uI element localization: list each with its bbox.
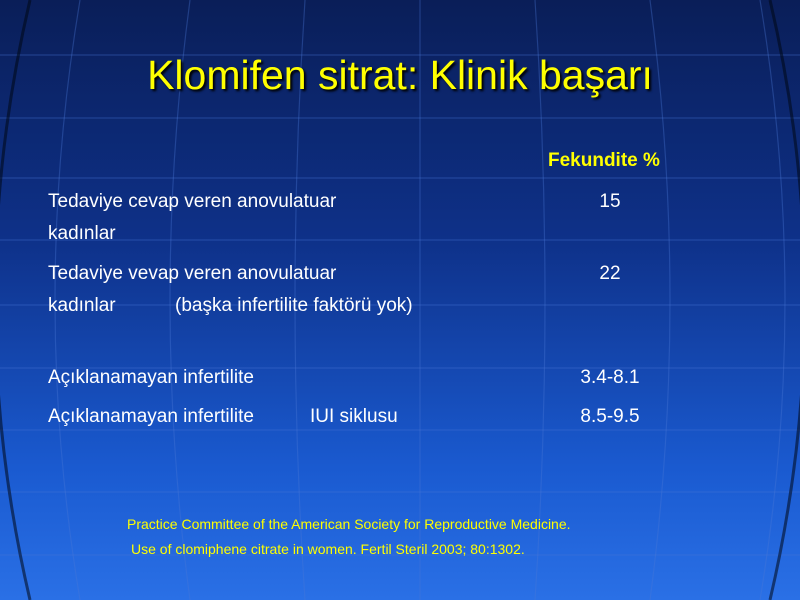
row-1-label-line2: kadınlar <box>48 223 116 244</box>
citation-line1: Practice Committee of the American Society for Reproductive Medicine. <box>127 516 571 532</box>
row-4-label-a: Açıklanamayan infertilite <box>48 406 254 427</box>
row-3-value: 3.4-8.1 <box>580 367 640 388</box>
row-4-label-b: IUI siklusu <box>310 406 398 427</box>
column-header-fekundite: Fekundite % <box>548 150 660 171</box>
row-2-value: 22 <box>599 263 621 284</box>
row-3-label: Açıklanamayan infertilite <box>48 367 254 388</box>
row-1-label-line1: Tedaviye cevap veren anovulatuar <box>48 191 337 212</box>
row-1-value: 15 <box>599 191 621 212</box>
row-2-label-line2b: (başka infertilite faktörü yok) <box>175 295 413 316</box>
row-4-value: 8.5-9.5 <box>580 406 640 427</box>
citation-line2: Use of clomiphene citrate in women. Fertil Steril 2003; 80:1302. <box>131 541 525 557</box>
row-2-label-line2a: kadınlar <box>48 295 116 316</box>
row-2-label-line1: Tedaviye vevap veren anovulatuar <box>48 263 337 284</box>
slide-title: Klomifen sitrat: Klinik başarı <box>147 52 653 98</box>
